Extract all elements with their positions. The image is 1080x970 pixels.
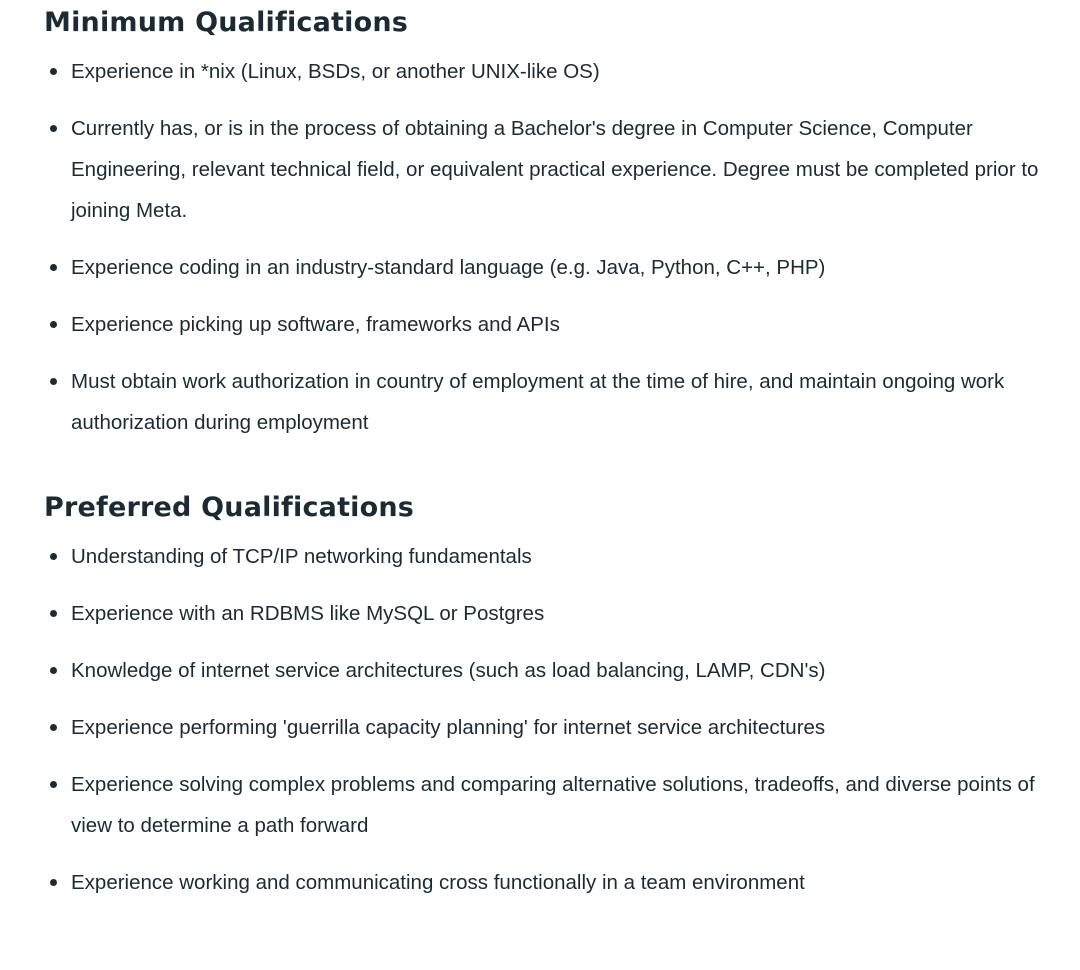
list-item: Experience with an RDBMS like MySQL or Postgres xyxy=(44,593,1060,634)
preferred-qualifications-heading: Preferred Qualifications xyxy=(44,492,415,523)
list-item: Experience working and communicating cross functionally in a team environment xyxy=(44,862,1060,903)
list-item: Experience solving complex problems and comparing alternative solutions, tradeoffs, and diverse points of view to determine a path forward xyxy=(44,764,1060,846)
minimum-qualifications-list xyxy=(44,51,1060,443)
list-item: Knowledge of internet service architectures (such as load balancing, LAMP, CDN's) xyxy=(44,650,1060,691)
list-item: Currently has, or is in the process of obtaining a Bachelor's degree in Computer Science, Computer Engineering, relevant technical field, or equivalent practical experience. Degree must be completed prior to joining Meta. xyxy=(44,108,1060,231)
section-spacer xyxy=(44,459,1060,490)
minimum-qualifications-heading: Minimum Qualifications xyxy=(44,7,409,38)
list-item: Understanding of TCP/IP networking fundamentals xyxy=(44,536,1060,577)
list-item: Experience coding in an industry-standard language (e.g. Java, Python, C++, PHP) xyxy=(44,247,1060,288)
list-item: Must obtain work authorization in country of employment at the time of hire, and maintain ongoing work authorization during employment xyxy=(44,361,1060,443)
preferred-qualifications-list xyxy=(44,536,1060,903)
list-item: Experience picking up software, frameworks and APIs xyxy=(44,304,1060,345)
list-item: Experience performing 'guerrilla capacity planning' for internet service architectures xyxy=(44,707,1060,748)
minimum-qualifications-section xyxy=(44,0,1060,443)
preferred-qualifications-section xyxy=(44,490,1060,903)
list-item: Experience in *nix (Linux, BSDs, or another UNIX-like OS) xyxy=(44,51,1060,92)
